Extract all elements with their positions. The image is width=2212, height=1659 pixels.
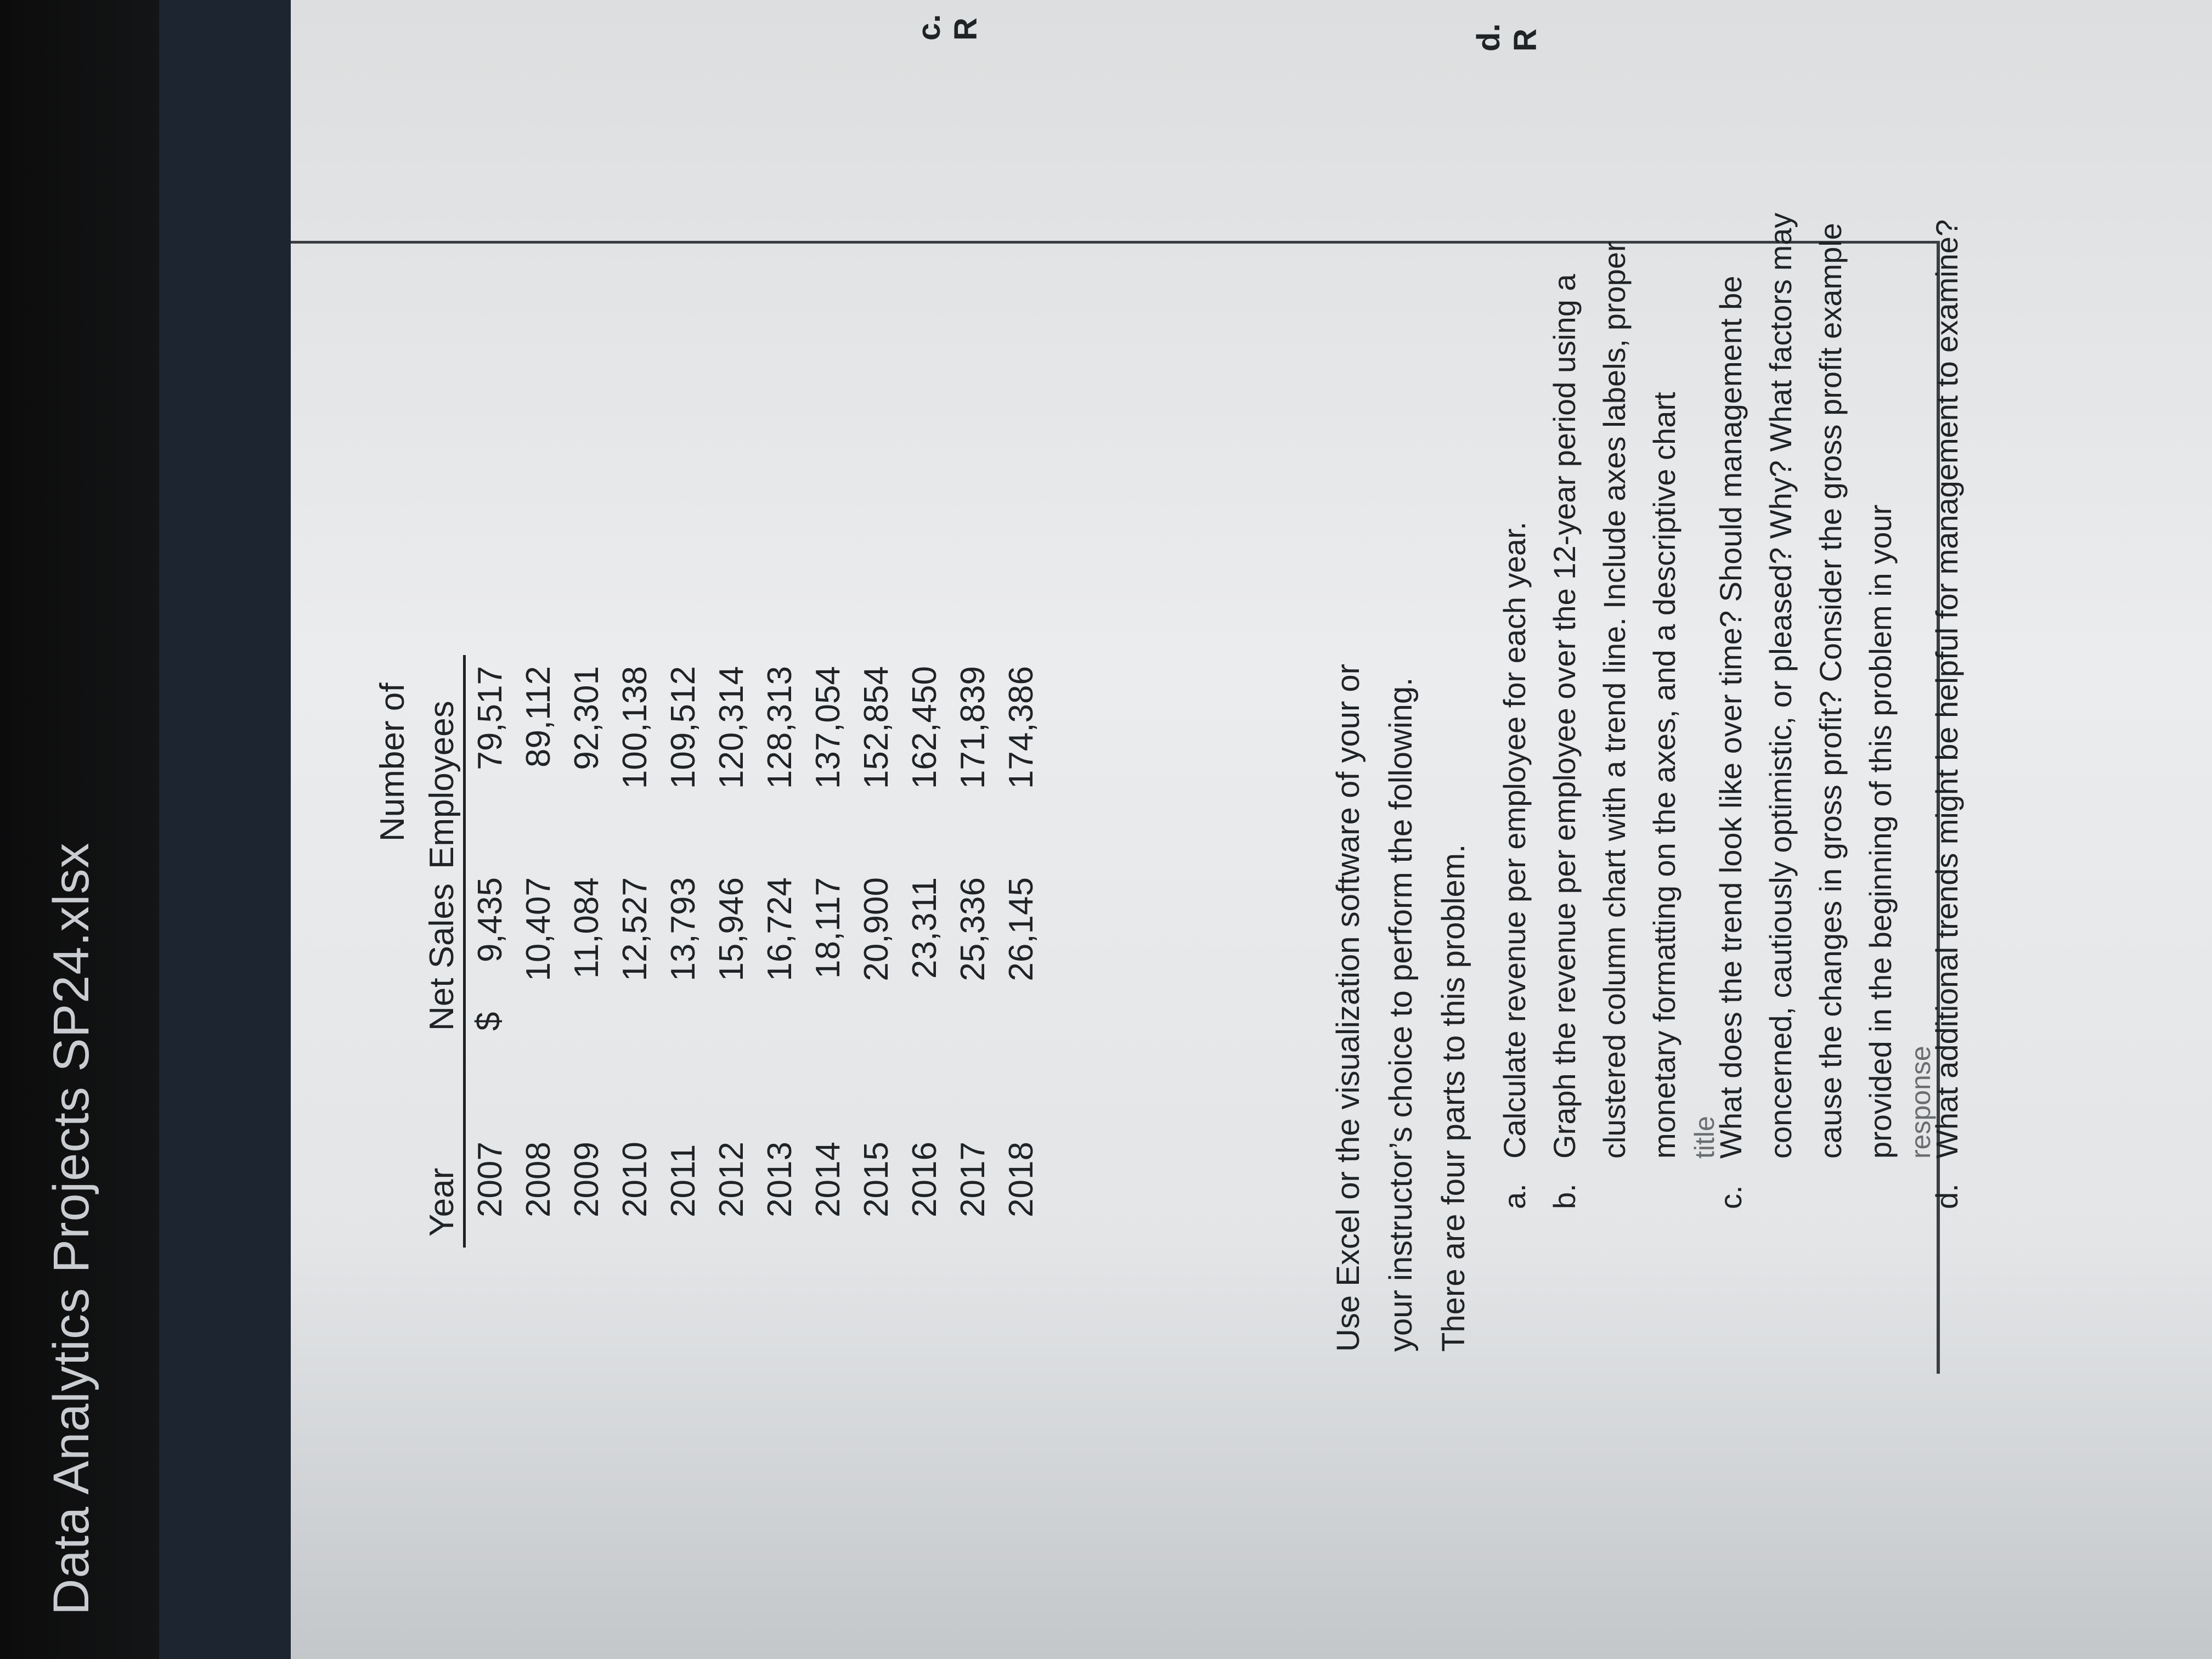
cell-year: 2015 bbox=[857, 1142, 895, 1217]
cell-year: 2013 bbox=[761, 1142, 799, 1217]
cell-employees: 171,839 bbox=[954, 666, 992, 789]
part-text: What does the trend look like over time? Should management be concerned, cautiously optimistic, or pleased? Why? What factors may cause the changes in gross profit? Consider the gross profit example provided in the beginning of this problem in your bbox=[1713, 212, 1898, 1159]
header-employees-line1: Number of bbox=[374, 682, 411, 842]
problem-intro: Use Excel or the visualization software of your or your instructor’s choice to perform the following. There are four parts to this problem. bbox=[1330, 664, 1471, 1352]
cell-employees: 174,386 bbox=[1002, 666, 1040, 789]
cell-net-sales: 12,527 bbox=[616, 877, 654, 981]
cell-employees: 120,314 bbox=[713, 666, 751, 789]
cell-employees: 100,138 bbox=[616, 666, 654, 789]
cell-net-sales: 13,793 bbox=[664, 877, 702, 981]
cell-employees: 109,512 bbox=[664, 666, 702, 789]
header-rule bbox=[463, 655, 466, 1248]
problem-part-a bbox=[1489, 167, 1539, 1209]
problem-parts-list bbox=[1489, 167, 1972, 1209]
cell-year: 2008 bbox=[520, 1142, 557, 1217]
cell-employees: 152,854 bbox=[857, 666, 895, 789]
cell-net-sales: 20,900 bbox=[857, 877, 895, 981]
cell-employees: 137,054 bbox=[809, 666, 847, 789]
cell-year: 2018 bbox=[1002, 1142, 1040, 1217]
cell-net-sales: 10,407 bbox=[520, 877, 557, 981]
cell-net-sales: 26,145 bbox=[1002, 877, 1040, 981]
header-net-sales: Net Sales bbox=[423, 883, 461, 1031]
cell-year: 2014 bbox=[809, 1142, 847, 1217]
side-label-d: d. R bbox=[1471, 23, 1543, 52]
side-label-c: c. R bbox=[911, 14, 984, 41]
cell-employees: 128,313 bbox=[761, 666, 799, 789]
part-label: b. bbox=[1547, 1183, 1582, 1209]
window-title: Data Analytics Projects SP24.xlsx bbox=[43, 842, 99, 1615]
cell-net-sales: 15,946 bbox=[713, 877, 751, 981]
cell-net-sales: 25,336 bbox=[954, 877, 992, 981]
cell-year: 2017 bbox=[954, 1142, 992, 1217]
cell-employees: 92,301 bbox=[568, 666, 606, 770]
cell-year: 2011 bbox=[664, 1144, 702, 1217]
toolbar-strip bbox=[159, 0, 291, 1659]
cell-employees: 79,517 bbox=[471, 666, 509, 770]
part-label: c. bbox=[1713, 1185, 1748, 1209]
currency-symbol: $ bbox=[470, 1012, 507, 1031]
part-label: d. bbox=[1929, 1183, 1964, 1209]
header-employees-line2: Employees bbox=[423, 701, 461, 869]
part-text: Graph the revenue per employee over the 12-year period using a clustered column chart with a trend line. Include axes labels, proper monetary formatting on the axes, and a descriptive chart bbox=[1547, 241, 1681, 1159]
cell-employees: 162,450 bbox=[906, 666, 944, 789]
part-clipped-line: title bbox=[1689, 1116, 1720, 1159]
cell-net-sales: 9,435 bbox=[471, 877, 509, 963]
cell-year: 2009 bbox=[568, 1142, 606, 1217]
document-sheet[interactable] bbox=[291, 0, 2212, 1659]
cell-year: 2007 bbox=[471, 1142, 509, 1217]
cell-net-sales: 23,311 bbox=[906, 877, 944, 979]
title-bar bbox=[0, 0, 159, 1659]
part-label: a. bbox=[1497, 1183, 1532, 1209]
part-text: Calculate revenue per employee for each year. bbox=[1497, 521, 1532, 1159]
part-clipped-line: response bbox=[1905, 1046, 1936, 1159]
cell-net-sales: 11,084 bbox=[568, 877, 606, 979]
cell-year: 2016 bbox=[906, 1142, 944, 1217]
problem-part-c bbox=[1706, 167, 1936, 1209]
cell-year: 2010 bbox=[616, 1142, 654, 1217]
problem-part-d bbox=[1922, 167, 1972, 1209]
problem-part-b bbox=[1539, 167, 1720, 1209]
cell-employees: 89,112 bbox=[520, 666, 557, 768]
cell-year: 2012 bbox=[713, 1142, 751, 1217]
part-text: What additional trends might be helpful for management to examine? bbox=[1929, 219, 1964, 1159]
header-year: Year bbox=[423, 1167, 461, 1237]
cell-net-sales: 18,117 bbox=[809, 877, 847, 979]
cell-net-sales: 16,724 bbox=[761, 877, 799, 981]
